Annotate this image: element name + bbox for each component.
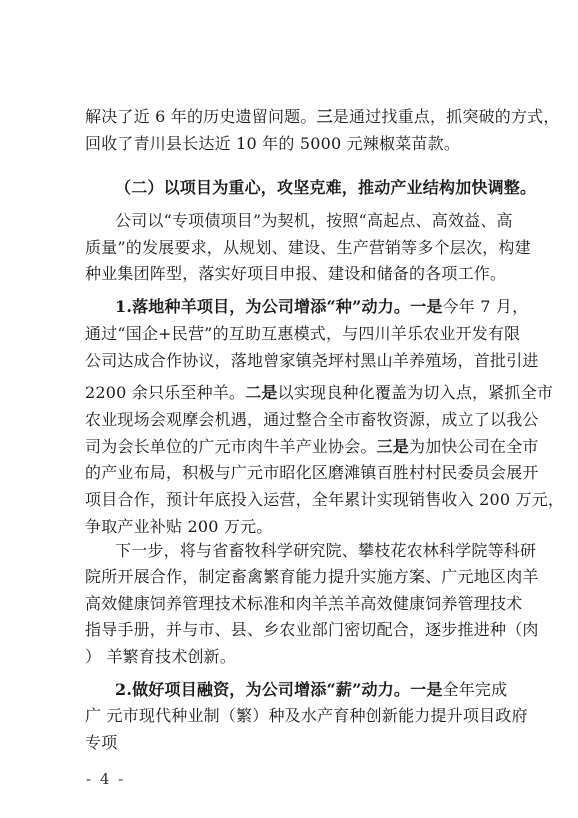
- text-line: [85, 238, 531, 258]
- bold-text-run: （二）以项目为重心，攻坚克难，推动产业结构加快调整。: [115, 178, 537, 197]
- text-run: 以实现良种化覆盖为切入点，紧抓全市: [277, 383, 554, 402]
- text-run: 回收了青川县长达近 10 年的 5000 元辣椒菜苗款。: [85, 134, 461, 153]
- text-run: 今年 7 月，: [442, 297, 529, 316]
- bold-text-run: 1.落地种羊项目，为公司增添“种”动力。: [115, 297, 411, 316]
- text-run: 下一步，将与省畜牧科学研究院、攀枝花农林科学院等科研: [115, 541, 537, 560]
- text-line: [85, 620, 539, 640]
- text-run: 全年完成: [442, 680, 508, 699]
- bold-text-run: 二是: [245, 383, 278, 402]
- bold-text-run: 2.做好项目融资，为公司增添“薪”动力。: [115, 680, 411, 699]
- text-line: [85, 107, 560, 127]
- text-line: [115, 297, 529, 317]
- text-line: [115, 211, 513, 231]
- text-run: 争取产业补贴 200 万元。: [85, 517, 273, 536]
- text-run: 通过“国企+民营”的互助互惠模式，与四川羊乐农业开发有限: [85, 324, 521, 343]
- text-run: 为加快公司在全市: [409, 437, 539, 456]
- section-heading: [115, 178, 537, 198]
- text-line: [85, 567, 539, 587]
- text-line: [85, 594, 523, 614]
- text-line: [85, 647, 505, 667]
- bold-text-run: 一是: [410, 297, 443, 316]
- text-run: 项目合作，预计年底投入运营，全年累计实现销售收入 200 万元，: [85, 490, 565, 509]
- text-run: 高效健康饲养管理技术标准和肉羊羔羊高效健康饲养管理技术: [85, 594, 523, 613]
- text-run: 广 元市现代种业制（繁）种及水产育种创新能力提升项目政府: [85, 706, 528, 725]
- text-line: [85, 264, 505, 284]
- page-number: - 4 -: [86, 770, 126, 788]
- text-line: [85, 706, 528, 726]
- text-line: [115, 541, 537, 561]
- bold-text-run: 一是: [410, 680, 443, 699]
- text-line: [85, 517, 505, 537]
- text-line: [85, 733, 505, 753]
- text-run: 司为会长单位的广元市肉牛羊产业协会。: [85, 437, 377, 456]
- text-run: 是通过找重点，抓突破的方式，: [332, 107, 560, 126]
- text-run: 公司达成合作协议，落地曾家镇尧坪村黑山羊养殖场，首批引进: [85, 351, 539, 370]
- text-line: [85, 463, 539, 483]
- text-run: 2200 余只乐至种羊。: [85, 383, 246, 402]
- text-run: 公司以“专项债项目”为契机，按照“高起点、高效益、高: [115, 211, 513, 230]
- text-run: 的产业布局，积极与广元市昭化区磨滩镇百胜村村民委员会展开: [85, 463, 539, 482]
- text-run: 解决了近 6 年的历史遗留问题。: [85, 107, 317, 126]
- text-run: 专项: [85, 733, 118, 752]
- text-line: [85, 324, 521, 344]
- text-run: 指导手册，并与市、县、乡农业部门密切配合，逐步推进种（肉: [85, 620, 539, 639]
- text-line: [85, 351, 539, 371]
- bold-text-run: 三: [316, 107, 333, 126]
- text-line: [85, 490, 565, 510]
- text-line: [85, 134, 505, 154]
- text-run: 农业现场会观摩会机遇，通过整合全市畜牧资源，成立了以我公: [85, 410, 539, 429]
- text-run: 种业集团阵型，落实好项目申报、建设和储备的各项工作。: [85, 264, 507, 283]
- text-run: 院所开展合作，制定畜禽繁育能力提升实施方案、广元地区肉羊: [85, 567, 539, 586]
- text-line: [85, 437, 539, 457]
- text-run: 质量”的发展要求，从规划、建设、生产营销等多个层次，构建: [85, 238, 531, 257]
- text-run: ） 羊繁育技术创新。: [85, 647, 237, 666]
- text-line: [115, 680, 508, 700]
- text-line: [85, 410, 539, 430]
- bold-text-run: 三是: [376, 437, 410, 456]
- text-line: [85, 383, 554, 403]
